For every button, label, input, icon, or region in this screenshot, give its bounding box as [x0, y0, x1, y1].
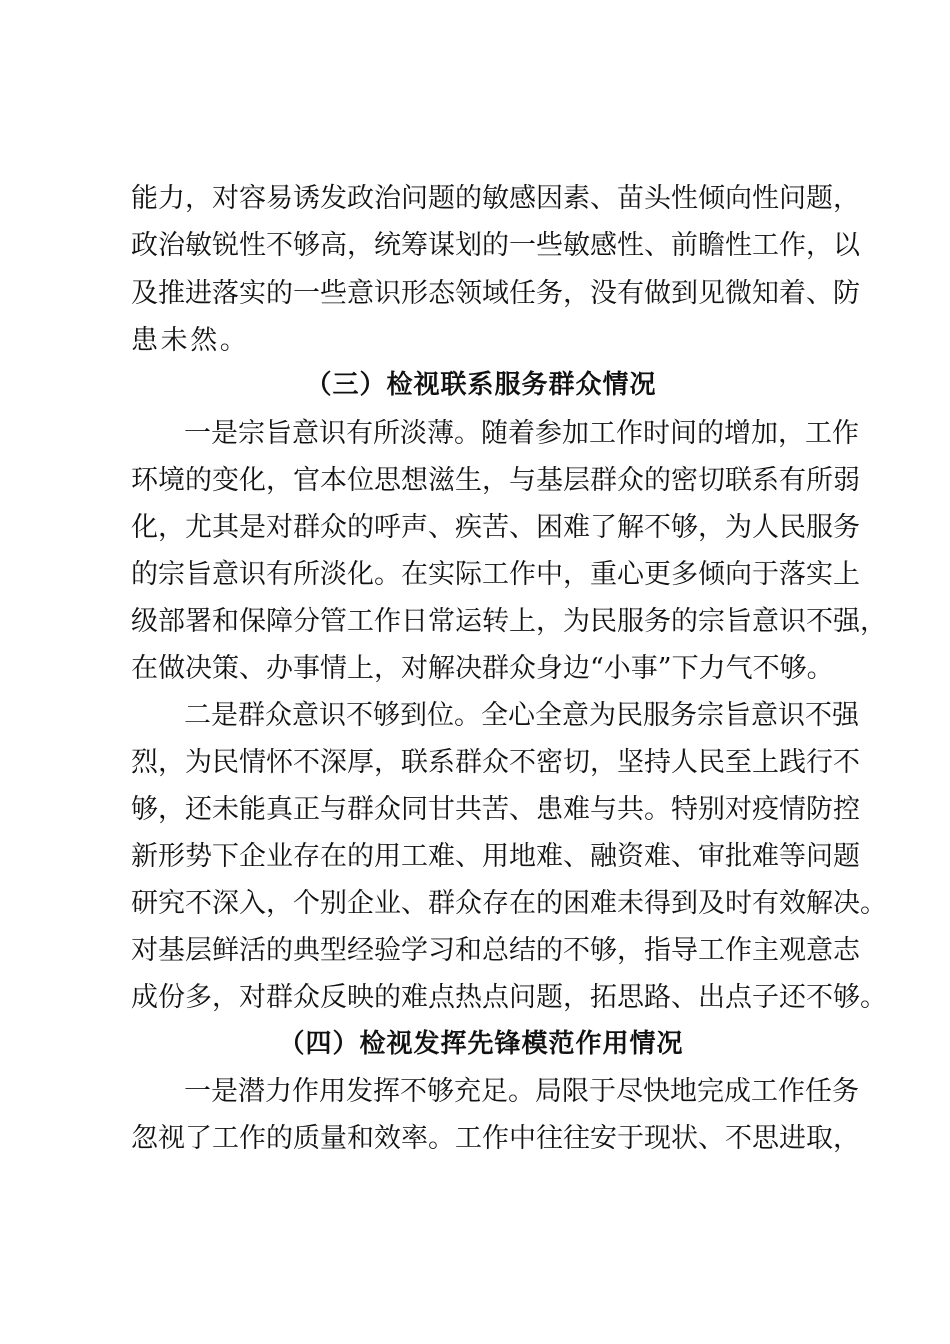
paragraph-1-line-1: 能力，对容易诱发政治问题的敏感因素、苗头性倾向性问题， — [131, 183, 860, 214]
paragraph-4-line-2: 忽视了工作的质量和效率。工作中往往安于现状、不思进取， — [131, 1123, 860, 1154]
paragraph-4-line-1: 一是潜力作用发挥不够充足。局限于尽快地完成工作任务 — [184, 1076, 859, 1107]
paragraph-2-line-4: 的宗旨意识有所淡化。在实际工作中，重心更多倾向于落实上 — [131, 559, 860, 590]
paragraph-3-line-7: 成份多，对群众反映的难点热点问题，拓思路、出点子还不够。 — [131, 982, 887, 1013]
paragraph-1-line-2: 政治敏锐性不够高，统筹谋划的一些敏感性、前瞻性工作，以 — [131, 230, 860, 261]
paragraph-3-line-4: 新形势下企业存在的用工难、用地难、融资难、审批难等问题 — [131, 841, 860, 872]
paragraph-2-line-2: 环境的变化，官本位思想滋生，与基层群众的密切联系有所弱 — [131, 465, 860, 496]
paragraph-2-line-5: 级部署和保障分管工作日常运转上，为民服务的宗旨意识不强， — [131, 606, 887, 637]
paragraph-3-line-2: 烈，为民情怀不深厚，联系群众不密切，坚持人民至上践行不 — [131, 747, 860, 778]
paragraph-2-line-6: 在做决策、办事情上，对解决群众身边“小事”下力气不够。 — [131, 653, 834, 684]
paragraph-2-line-1: 一是宗旨意识有所淡薄。随着参加工作时间的增加，工作 — [184, 418, 859, 449]
paragraph-3-line-3: 够，还未能真正与群众同甘共苦、患难与共。特别对疫情防控 — [131, 794, 860, 825]
paragraph-1-line-4: 患未然。 — [131, 325, 250, 356]
paragraph-3-line-6: 对基层鲜活的典型经验学习和总结的不够，指导工作主观意志 — [131, 935, 860, 966]
paragraph-2-line-3: 化，尤其是对群众的呼声、疾苦、困难了解不够，为人民服务 — [131, 512, 860, 543]
paragraph-3-line-5: 研究不深入，个别企业、群众存在的困难未得到及时有效解决。 — [131, 888, 887, 919]
paragraph-1-line-3: 及推进落实的一些意识形态领域任务，没有做到见微知着、防 — [131, 278, 860, 309]
paragraph-3-line-1: 二是群众意识不够到位。全心全意为民服务宗旨意识不强 — [184, 700, 859, 731]
section-heading-4: （四）检视发挥先锋模范作用情况 — [278, 1029, 684, 1059]
section-heading-3: （三）检视联系服务群众情况 — [305, 370, 657, 400]
